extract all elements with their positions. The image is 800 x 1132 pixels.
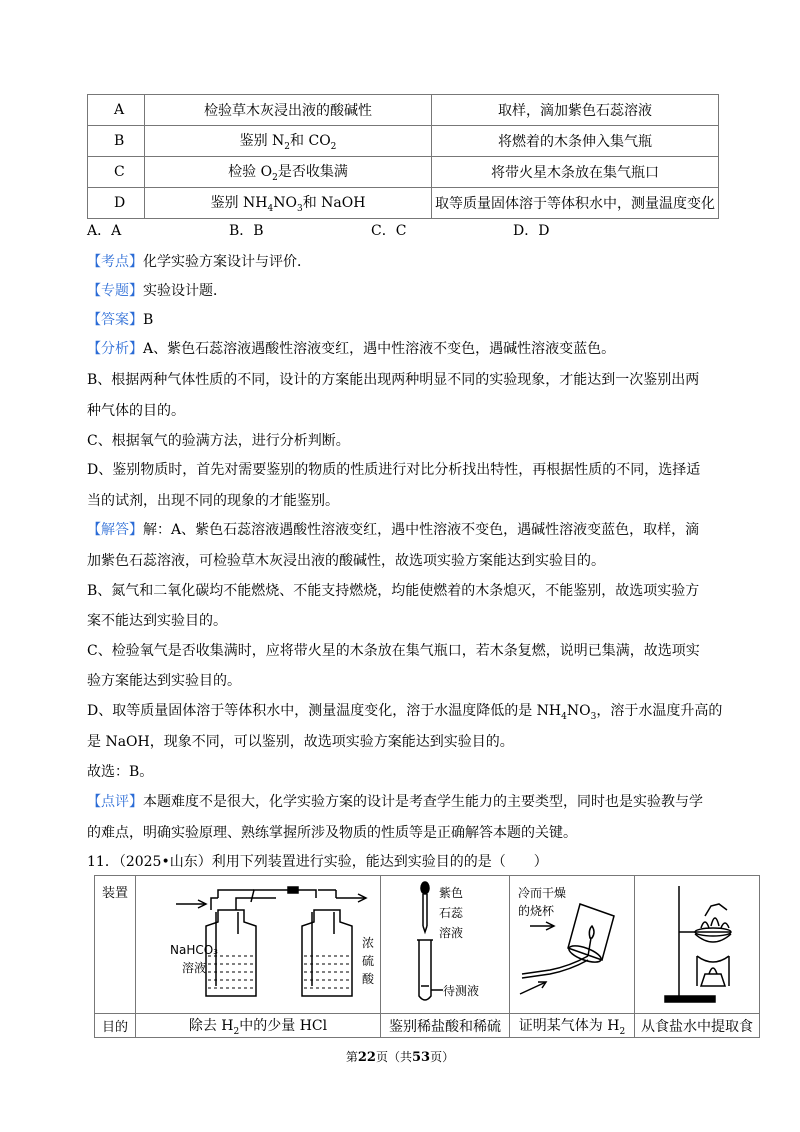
purple-label: 紫色 — [439, 886, 464, 900]
table-row — [88, 95, 719, 126]
analysis-d2: 当的试剂，出现不同的现象的才能鉴别。 — [87, 493, 339, 509]
analysis-b1: B、根据两种气体性质的不同，设计的方案能出现两种明显不同的实验现象，才能达到一次鉴别出两 — [87, 372, 700, 388]
solution-d2: 是 NaOH，现象不同，可以鉴别，故选项实验方案能达到实验目的。 — [87, 734, 514, 750]
kaodian-tag: 【考点】 — [87, 254, 143, 270]
conc-label: 浓 — [362, 936, 375, 950]
gas-washing-figure — [136, 876, 381, 1014]
cold-dry-label: 冷而干燥 — [518, 886, 567, 900]
option-a: A．A — [87, 223, 122, 239]
solution-c1: C、检验氧气是否收集满时，应将带火星的木条放在集气瓶口，若木条复燃，说明已集满，故选项实 — [87, 643, 700, 659]
solution-b2: 案不能达到实验目的。 — [87, 613, 227, 629]
answer-line — [87, 309, 153, 329]
sulfur-label: 硫 — [362, 954, 375, 968]
option-label: A — [88, 95, 145, 126]
solution-c2: 验方案能达到实验目的。 — [87, 673, 241, 689]
test-liquid-label: 待测液 — [443, 984, 480, 998]
zhuanti-line — [87, 280, 227, 300]
table-row — [95, 876, 760, 1014]
option-c: C．C — [371, 223, 407, 239]
solution-a1: 解：A、紫色石蕊溶液遇酸性溶液变红，遇中性溶液不变色，遇碱性溶液变蓝色，取样，滴 — [143, 522, 700, 538]
purpose-1: 除去 $H_2$中的少量 HCl — [136, 1014, 381, 1038]
table-row — [88, 188, 719, 219]
experiment-method: 取样，滴加紫色石蕊溶液 — [432, 95, 719, 126]
page-total: 53 — [412, 1050, 431, 1065]
option-d: D．D — [513, 223, 550, 239]
device-label: 装置 — [95, 876, 136, 1014]
analysis-text: A、紫色石蕊溶液遇酸性溶液变红，遇中性溶液不变色，遇碱性溶液变蓝色。 — [143, 341, 616, 357]
options-table — [87, 94, 719, 219]
solution-line — [87, 519, 699, 539]
solution-label: 溶液 — [182, 961, 207, 975]
analysis-b2: 种气体的目的。 — [87, 403, 185, 419]
litmus-label: 石蕊 — [439, 906, 464, 920]
table-row — [95, 1014, 760, 1038]
comment-tag: 【点评】 — [87, 794, 143, 810]
purpose-4: 从食盐水中提取食 — [635, 1014, 760, 1038]
experiment-target: 检验 $O_2$是否收集满 — [145, 157, 432, 188]
acid-label: 酸 — [362, 972, 375, 986]
experiment-target: 检验草木灰浸出液的酸碱性 — [145, 95, 432, 126]
analysis-c: C、根据氧气的验满方法，进行分析判断。 — [87, 433, 350, 449]
option-b: B．B — [229, 223, 264, 239]
experiment-method: 将燃着的木条伸入集气瓶 — [432, 126, 719, 157]
solution-a2: 加紫色石蕊溶液，可检验草木灰浸出液的酸碱性，故选项实验方案能达到实验目的。 — [87, 553, 605, 569]
answer-tag: 【答案】 — [87, 312, 143, 328]
conclusion: 故选：B。 — [87, 764, 154, 780]
evaporation-illustration — [635, 876, 759, 1009]
comment-text1: 本题难度不是很大，化学实验方案的设计是考查学生能力的主要类型，同时也是实验教与学 — [143, 794, 703, 810]
experiment-target: 鉴别 $N_2$和 $CO_2$ — [145, 126, 432, 157]
kaodian-text: 化学实验方案设计与评价． — [143, 254, 311, 270]
page-number: 22 — [357, 1050, 376, 1065]
solution-b1: B、氮气和二氧化碳均不能燃烧、不能支持燃烧，均能使燃着的木条熄灭，不能鉴别，故选项实验方 — [87, 583, 700, 599]
solution2-label: 溶液 — [439, 926, 464, 940]
experiment-method: 将带火星木条放在集气瓶口 — [432, 157, 719, 188]
solution-tag: 【解答】 — [87, 522, 143, 538]
zhuanti-tag: 【专题】 — [87, 283, 143, 299]
table-row — [88, 126, 719, 157]
kaodian-line — [87, 251, 311, 271]
beaker-figure — [510, 876, 635, 1014]
experiment-method: 取等质量固体溶于等体积水中，测量温度变化 — [432, 188, 719, 219]
evaporation-figure — [635, 876, 760, 1014]
purpose-2: 鉴别稀盐酸和稀硫 — [381, 1014, 510, 1038]
nahco3-label: NaHCO₃ — [170, 943, 218, 957]
answer-text: B — [143, 312, 154, 328]
beaker-label: 的烧杯 — [518, 904, 555, 918]
litmus-figure — [381, 876, 510, 1014]
table-row — [88, 157, 719, 188]
purpose-label: 目的 — [95, 1014, 136, 1038]
option-label: C — [88, 157, 145, 188]
comment-line — [87, 791, 703, 811]
answer-options — [87, 220, 549, 240]
question-11: 11．（2025•山东）利用下列装置进行实验，能达到实验目的的是（ ） — [87, 854, 548, 870]
zhuanti-text: 实验设计题． — [143, 283, 227, 299]
experiment-target: 鉴别 $NH_4NO_3$和 NaOH — [145, 188, 432, 219]
purpose-3: 证明某气体为 $H_2$ — [510, 1014, 635, 1038]
analysis-line — [87, 338, 615, 358]
option-label: B — [88, 126, 145, 157]
analysis-d1: D、鉴别物质时，首先对需要鉴别的物质的性质进行对比分析找出特性，再根据性质的不同，选择适 — [87, 462, 701, 478]
analysis-tag: 【分析】 — [87, 341, 143, 357]
solution-d1: D、取等质量固体溶于等体积水中，测量温度变化，溶于水温度降低的是 $NH_4NO_3$，溶于水温度升高的 — [87, 703, 723, 722]
option-label: D — [88, 188, 145, 219]
apparatus-table — [94, 875, 760, 1038]
page-footer: 第22页（共53页） — [345, 1050, 455, 1065]
comment-text2: 的难点，明确实验原理、熟练掌握所涉及物质的性质等是正确解答本题的关键。 — [87, 825, 577, 841]
